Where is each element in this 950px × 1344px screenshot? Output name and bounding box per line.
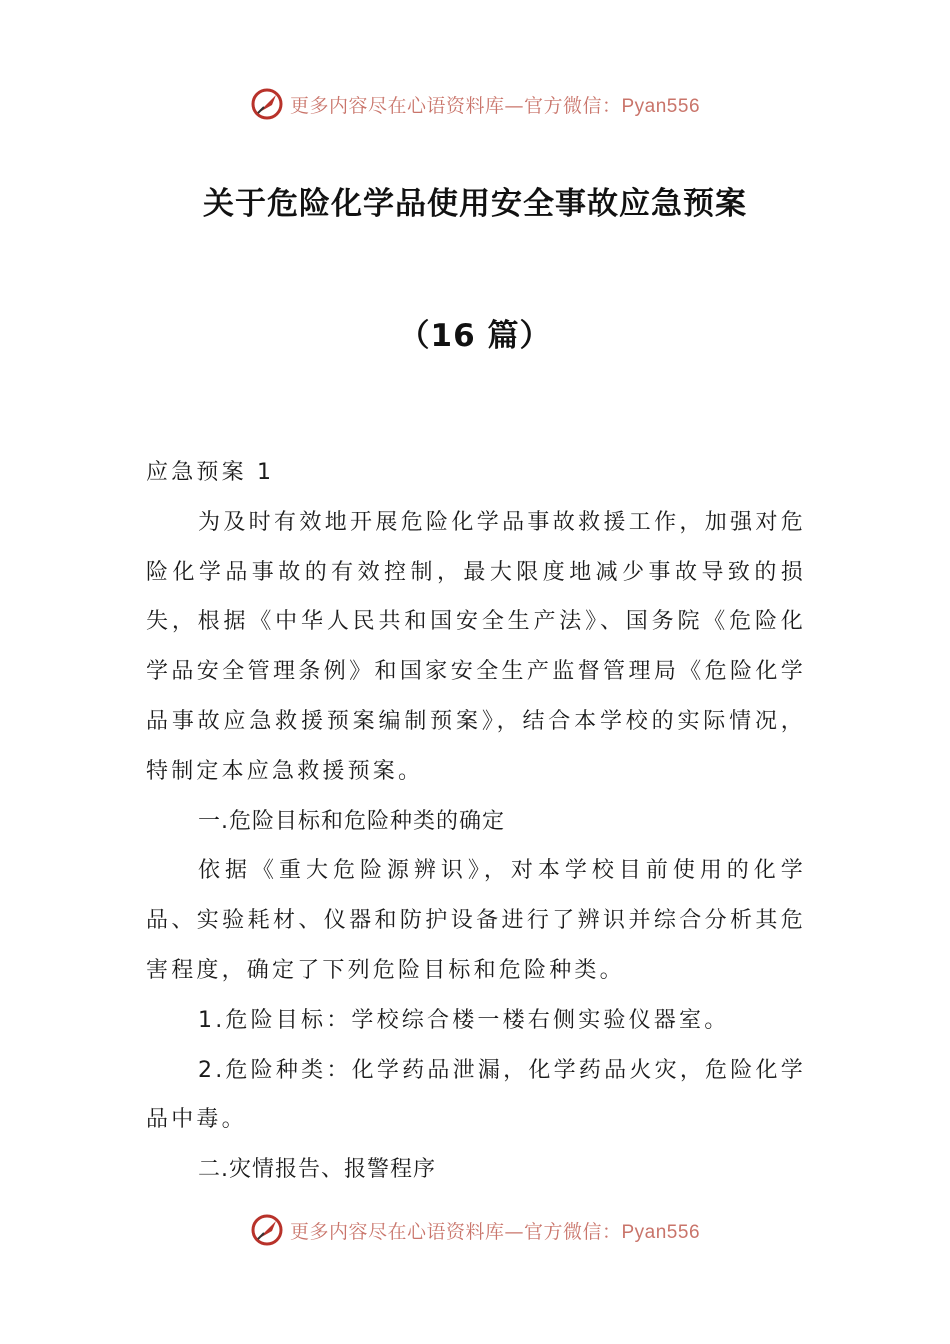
watermark-header [0,84,950,124]
watermark-text: 更多内容尽在心语资料库—官方微信：Pyan556 [289,94,701,117]
paragraph: 依据《重大危险源辨识》，对本学校目前使用的化学品、实验耗材、仪器和防护设备进行了辨识并综合分析其危害程度，确定了下列危险目标和危险种类。 [146,858,806,983]
document-body [146,448,806,1195]
watermark-footer [0,1210,950,1250]
list-item: 1.危险目标：学校综合楼一楼右侧实验仪器室。 [198,1007,730,1033]
paragraph: 为及时有效地开展危险化学品事故救援工作，加强对危险化学品事故的有效控制，最大限度地减少事故导致的损失，根据《中华人民共和国安全生产法》、国务院《危险化学品安全管理条例》和国家安全生产监督管理局《危险化学品事故应急救援预案编制预案》，结合本学校的实际情况，特制定本应急救援预案。 [146,509,806,784]
list-item: 2.危险种类：化学药品泄漏，化学药品火灾，危险化学品中毒。 [146,1057,806,1133]
quill-logo-icon [250,87,284,121]
section-heading: 二.灾情报告、报警程序 [198,1157,436,1183]
watermark-handle: Pyan556 [621,1221,701,1243]
document-title: 关于危险化学品使用安全事故应急预案 [203,186,747,222]
section-label: 应急预案 1 [146,460,275,485]
section-heading: 一.危险目标和危险种类的确定 [198,808,505,834]
document-subtitle: （16 篇） [398,318,552,354]
quill-logo-icon [250,1213,284,1247]
watermark-text: 更多内容尽在心语资料库—官方微信：Pyan556 [289,1220,701,1243]
watermark-handle: Pyan556 [621,95,701,117]
